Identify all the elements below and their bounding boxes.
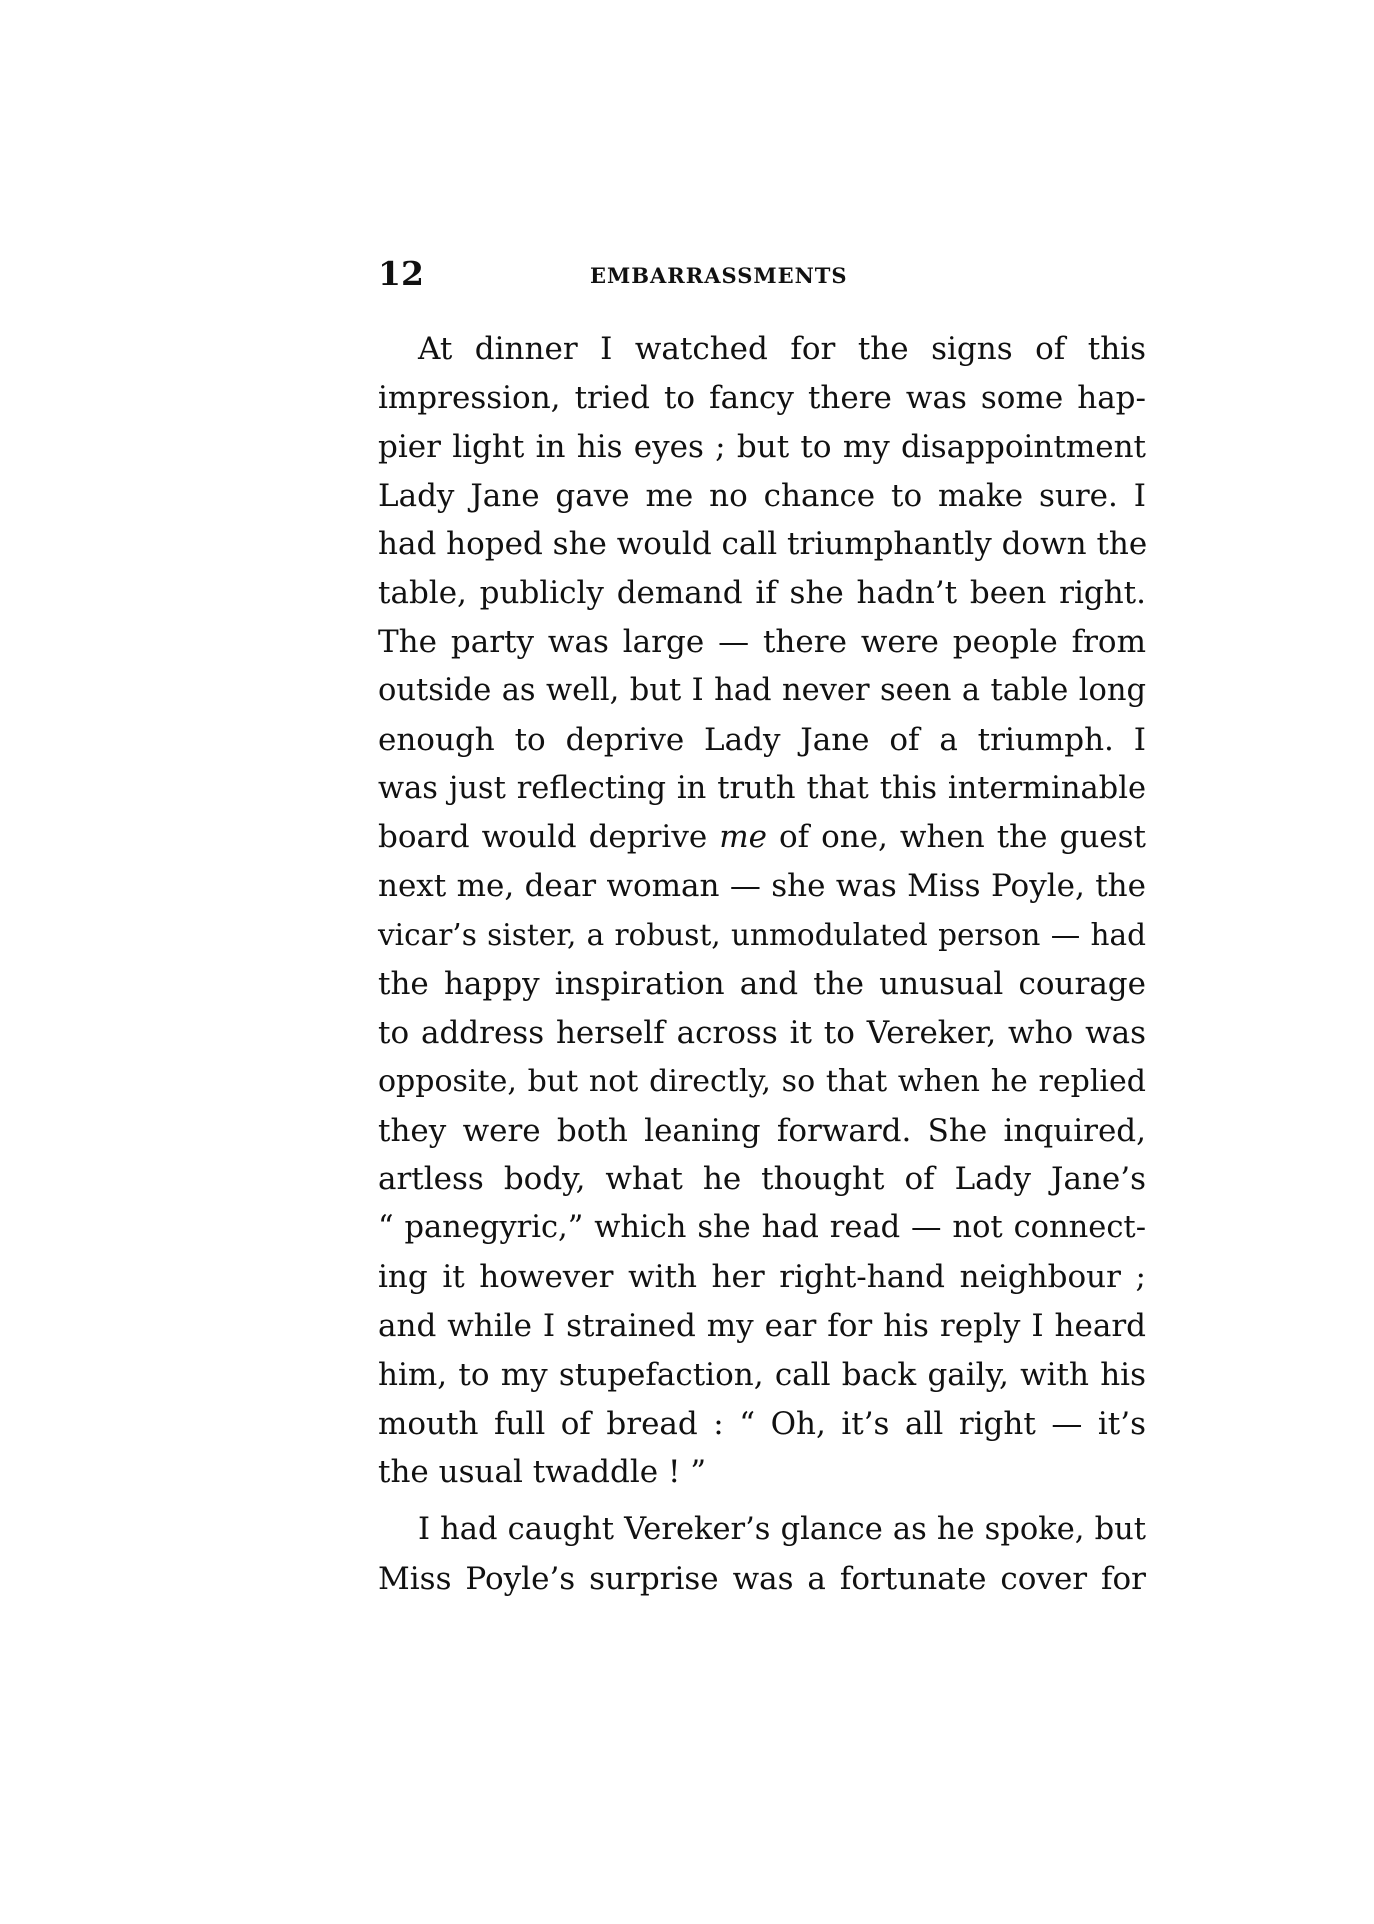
text-line: outside as well, but I had never seen a table long: [378, 672, 1146, 708]
text-line: vicar’s sister, a robust, unmodulated person — had: [378, 918, 1146, 953]
text-line: the usual twaddle ! ”: [378, 1454, 707, 1491]
text-line: impression, tried to fancy there was some hap-: [378, 379, 1146, 416]
text-line: table, publicly demand if she hadn’t been right.: [378, 575, 1146, 612]
text-line: to address herself across it to Vereker, who was: [378, 1014, 1146, 1051]
text-line: the happy inspiration and the unusual courage: [378, 965, 1146, 1002]
text-line: “ panegyric,” which she had read — not connect-: [378, 1210, 1146, 1246]
text-line: they were both leaning forward. She inquired,: [378, 1112, 1146, 1149]
text-line: next me, dear woman — she was Miss Poyle, the: [378, 868, 1146, 905]
emphasized-word: me: [719, 819, 767, 856]
text-line: had hoped she would call triumphantly down the: [378, 526, 1148, 563]
text-line: pier light in his eyes ; but to my disappointment: [378, 428, 1146, 465]
text-line: At dinner I watched for the signs of this: [418, 331, 1146, 367]
text-line: I had caught Vereker’s glance as he spoke, but: [418, 1512, 1146, 1548]
page-header: [378, 254, 1138, 298]
text-line: The party was large — there were people from: [378, 624, 1146, 661]
text-segment: board would deprive: [378, 819, 720, 856]
running-title: EMBARRASSMENTS: [590, 263, 848, 288]
body-text: [378, 325, 1146, 1604]
page-number: 12: [378, 254, 424, 293]
text-line: mouth full of bread : “ Oh, it’s all right — it’s: [378, 1405, 1146, 1442]
text-line-with-emphasis: [378, 813, 1146, 862]
text-line: enough to deprive Lady Jane of a triumph. I: [378, 721, 1146, 758]
paragraph-2: [378, 1506, 1146, 1604]
paragraph-1: [378, 325, 1146, 1497]
text-line: was just reflecting in truth that this interminable: [378, 770, 1146, 806]
text-line: and while I strained my ear for his reply I heard: [378, 1307, 1146, 1344]
text-line: ing it however with her right-hand neighbour ;: [378, 1259, 1146, 1296]
text-line: him, to my stupefaction, call back gaily, with his: [378, 1356, 1146, 1393]
text-line: Lady Jane gave me no chance to make sure. I: [378, 477, 1146, 514]
text-line: Miss Poyle’s surprise was a fortunate cover for: [378, 1561, 1146, 1598]
text-line: opposite, but not directly, so that when he replied: [378, 1063, 1146, 1099]
text-segment: of one, when the guest: [766, 819, 1147, 856]
text-line: artless body, what he thought of Lady Jane’s: [378, 1161, 1146, 1198]
